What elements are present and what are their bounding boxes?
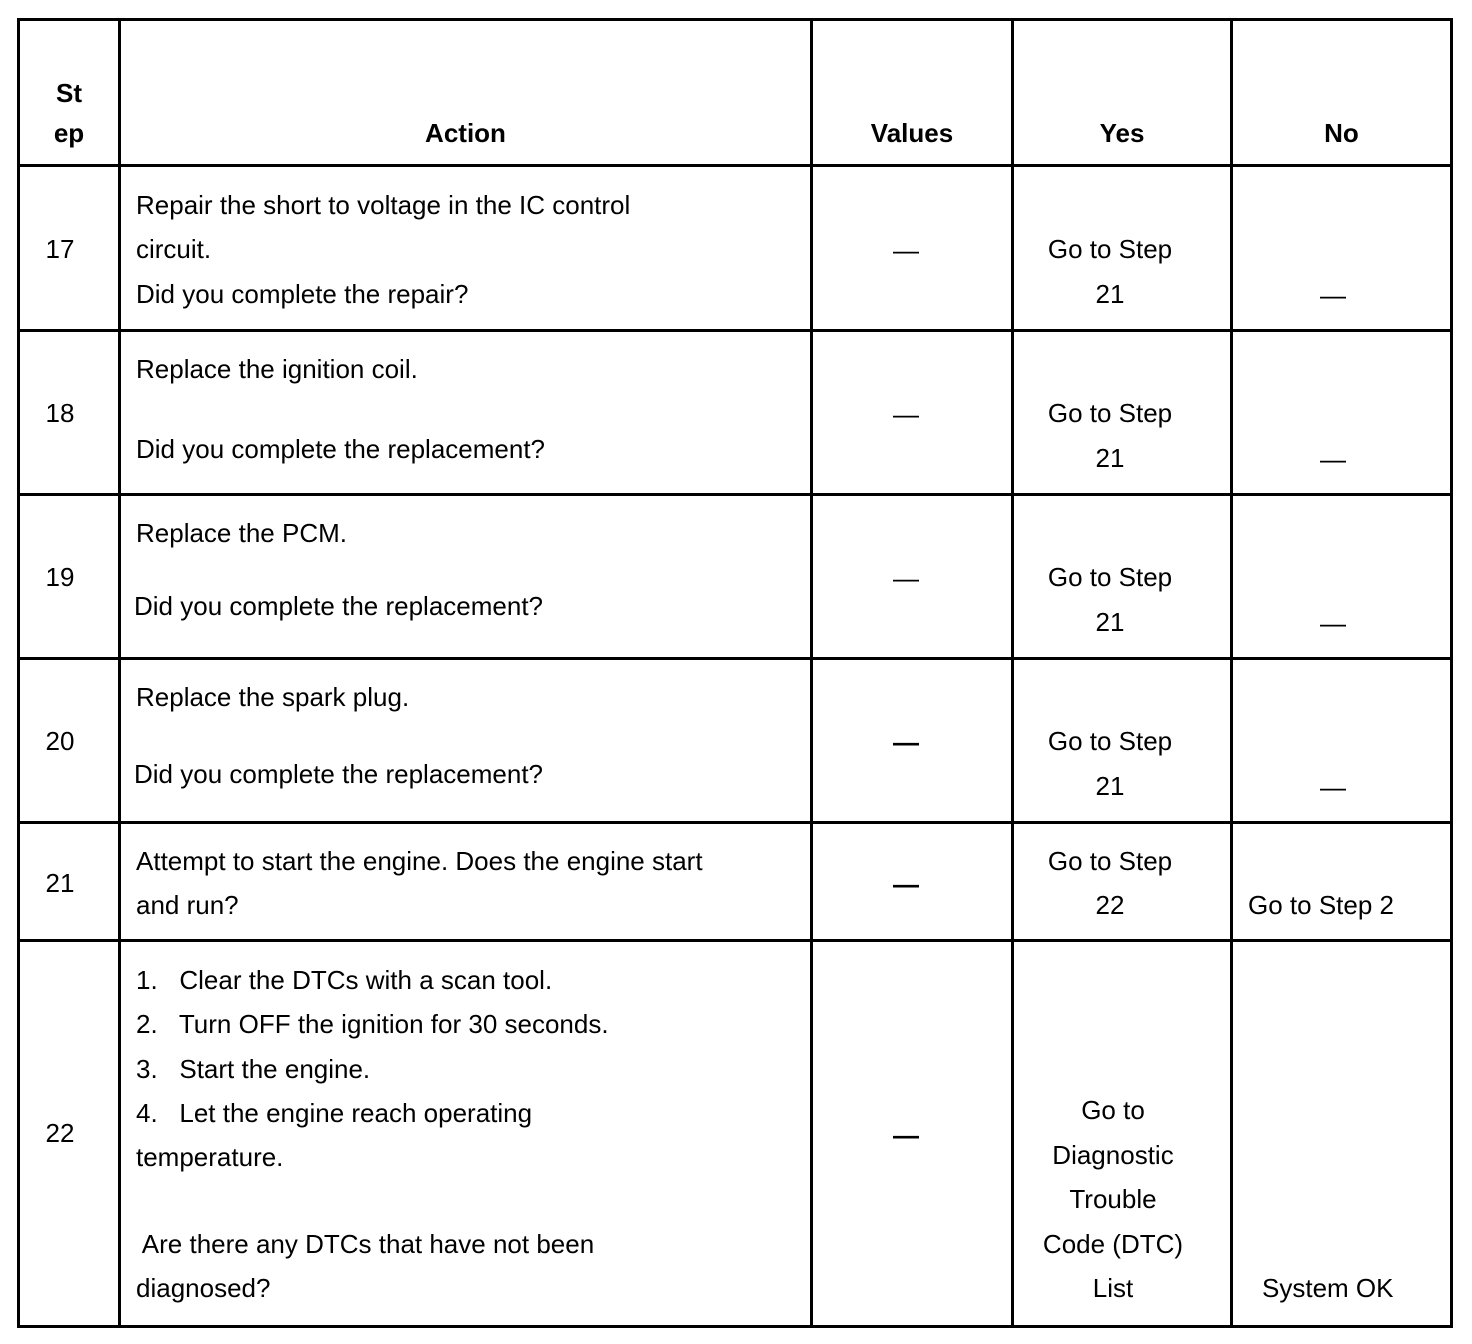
step-number: 18 xyxy=(45,398,75,428)
no-text: Go to Step 2 xyxy=(1248,890,1394,920)
yes-line: Code (DTC) xyxy=(1042,1229,1184,1259)
values-dash: — xyxy=(893,869,919,899)
grid-line xyxy=(17,164,1453,167)
action-line: Replace the spark plug. xyxy=(136,682,410,712)
values-dash: — xyxy=(893,727,919,757)
step-number: 17 xyxy=(45,234,75,264)
action-line: Did you complete the replacement? xyxy=(134,759,544,789)
action-line: temperature. xyxy=(136,1142,284,1172)
grid-line xyxy=(1450,18,1453,1328)
grid-line xyxy=(17,1325,1453,1328)
step-number: 19 xyxy=(45,562,75,592)
yes-line: Diagnostic xyxy=(1052,1140,1174,1170)
action-line: Are there any DTCs that have not been xyxy=(136,1229,595,1259)
grid-line xyxy=(17,939,1453,942)
values-dash: — xyxy=(893,235,919,265)
no-dash: — xyxy=(1320,608,1346,638)
values-dash: — xyxy=(893,1120,919,1150)
action-line: Repair the short to voltage in the IC control xyxy=(136,190,631,220)
values-dash: — xyxy=(893,399,919,429)
step-number: 20 xyxy=(45,726,75,756)
yes-line: 22 xyxy=(1095,890,1125,920)
header-no: No xyxy=(1324,118,1359,148)
header-yes: Yes xyxy=(1099,118,1145,148)
grid-line xyxy=(17,329,1453,332)
no-dash: — xyxy=(1320,280,1346,310)
yes-line: Go to Step xyxy=(1047,726,1173,756)
header-step: St ep xyxy=(53,78,85,148)
no-dash: — xyxy=(1320,444,1346,474)
action-line: diagnosed? xyxy=(136,1273,271,1303)
grid-line xyxy=(118,18,121,1328)
action-list-item: 4. Let the engine reach operating xyxy=(136,1098,533,1128)
action-list-item: 3. Start the engine. xyxy=(136,1054,371,1084)
action-line: Replace the ignition coil. xyxy=(136,354,418,384)
header-values: Values xyxy=(870,118,954,148)
grid-line xyxy=(17,18,1453,21)
values-dash: — xyxy=(893,563,919,593)
yes-line: Go to Step xyxy=(1047,846,1173,876)
yes-line: Go to Step xyxy=(1047,398,1173,428)
yes-line: 21 xyxy=(1095,607,1125,637)
action-line: Did you complete the repair? xyxy=(136,279,469,309)
grid-line xyxy=(17,657,1453,660)
header-action: Action xyxy=(425,118,506,148)
yes-line: 21 xyxy=(1095,443,1125,473)
action-line: Replace the PCM. xyxy=(136,518,347,548)
action-list-item: 1. Clear the DTCs with a scan tool. xyxy=(136,965,553,995)
grid-line xyxy=(1230,18,1233,1328)
grid-line xyxy=(17,493,1453,496)
yes-line: Go to xyxy=(1081,1095,1145,1125)
action-line: and run? xyxy=(136,890,239,920)
grid-line xyxy=(810,18,813,1328)
step-number: 22 xyxy=(45,1118,75,1148)
action-line: Did you complete the replacement? xyxy=(134,591,544,621)
yes-line: List xyxy=(1092,1273,1134,1303)
action-line: circuit. xyxy=(136,234,212,264)
diagnostic-table xyxy=(17,18,1453,1328)
yes-line: Trouble xyxy=(1069,1184,1157,1214)
yes-line: 21 xyxy=(1095,279,1125,309)
yes-line: 21 xyxy=(1095,771,1125,801)
no-text: System OK xyxy=(1262,1273,1394,1303)
action-line: Did you complete the replacement? xyxy=(136,434,546,464)
yes-line: Go to Step xyxy=(1047,562,1173,592)
action-list-item: 2. Turn OFF the ignition for 30 seconds. xyxy=(136,1009,609,1039)
yes-line: Go to Step xyxy=(1047,234,1173,264)
action-line: Attempt to start the engine. Does the engine start xyxy=(136,846,703,876)
grid-line xyxy=(17,821,1453,824)
step-number: 21 xyxy=(45,868,75,898)
no-dash: — xyxy=(1320,772,1346,802)
